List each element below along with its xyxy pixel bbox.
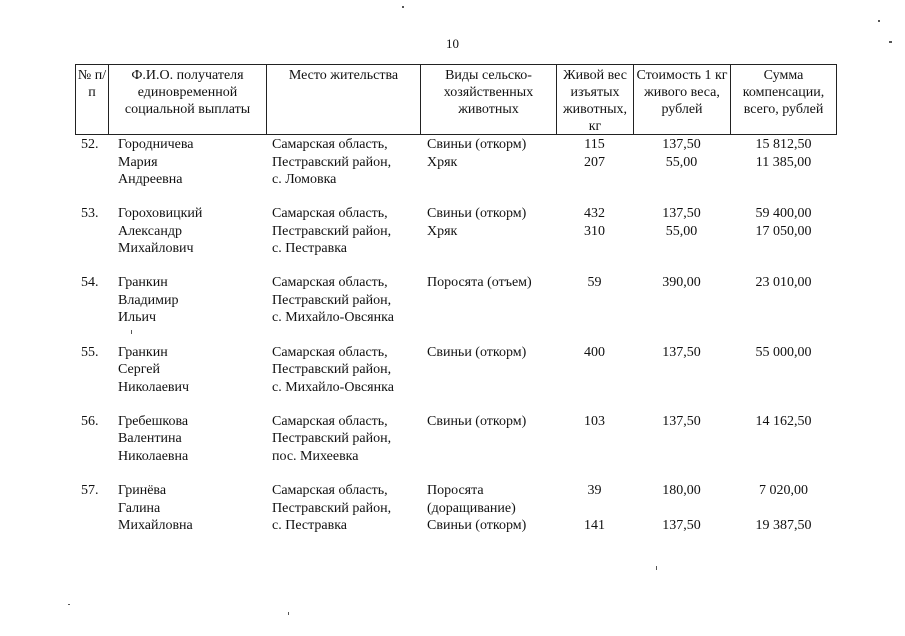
residence-address-line: Самарская область, [272,206,388,222]
live-weight-line [556,292,633,310]
residence-address [272,413,422,466]
scan-speck [288,612,289,615]
compensation-sum-line: 55 000,00 [755,344,812,360]
table-header [75,64,837,135]
compensation-sum-line [730,171,837,189]
residence-address [272,344,422,397]
price-per-kg-line: 55,00 [665,154,698,170]
price-per-kg-line: 137,50 [662,518,701,533]
compensation-sum [730,274,837,327]
recipient-name-line: Ильич [118,310,157,326]
recipient-name-line: Владимир [118,292,179,308]
row-number: 56. [81,413,99,429]
live-weight [556,274,633,327]
price-per-kg-line [633,361,730,379]
animal-kind-line [427,309,557,327]
table-row [75,274,837,328]
compensation-sum-line: 7 020,00 [759,483,808,498]
header-compensation-sum: Сумма компенсации, всего, рублей [730,65,837,134]
live-weight-line: 310 [584,223,605,239]
live-weight-line: 432 [584,206,605,222]
price-per-kg-line [633,309,730,327]
table-row [75,344,837,398]
compensation-sum-line: 11 385,00 [755,154,812,170]
price-per-kg-line [633,500,730,518]
recipient-name [118,136,268,189]
animal-kind [427,344,557,397]
price-per-kg-line: 55,00 [665,223,698,239]
compensation-sum-line [730,379,837,397]
row-number: 52. [81,137,99,152]
compensation-sum [730,344,837,397]
animal-kind-line [427,361,557,379]
live-weight-line [556,240,633,258]
compensation-sum-line: 14 162,50 [755,413,812,429]
compensation-sum-line [730,361,837,379]
residence-address-line: Пестравский район, [272,362,392,378]
live-weight-line [556,171,633,189]
compensation-sum-line [730,309,837,327]
price-per-kg [633,136,730,189]
price-per-kg-line: 137,50 [662,344,701,360]
residence-address [272,205,422,258]
recipient-name-line: Гринёва [118,483,167,498]
scan-speck [131,330,132,334]
animal-kind-line: Свиньи (откорм) [427,413,527,429]
animal-kind [427,205,557,258]
recipient-name [118,482,268,535]
live-weight [556,482,633,535]
live-weight-line [556,379,633,397]
animal-kind-line [427,240,557,258]
table-row [75,482,837,536]
residence-address-line: Пестравский район, [272,223,392,239]
price-per-kg-line [633,292,730,310]
row-number: 55. [81,344,99,360]
animal-kind-line: Хряк [427,154,458,170]
price-per-kg-line: 390,00 [662,275,701,291]
price-per-kg-line: 137,50 [662,137,701,152]
live-weight-line [556,361,633,379]
compensation-sum [730,413,837,466]
residence-address-line: с. Ломовка [272,172,337,187]
row-number: 57. [81,483,99,498]
recipient-name-line: Городничева [118,137,194,152]
compensation-sum [730,205,837,258]
recipient-name [118,205,268,258]
residence-address-line: Самарская область, [272,483,388,498]
recipient-name-line: Сергей [118,362,160,378]
live-weight-line: 39 [587,483,602,498]
header-residence: Место жительства [266,65,420,134]
animal-kind-line [427,379,557,397]
price-per-kg-line [633,448,730,466]
table-row [75,205,837,259]
animal-kind-line: (доращивание) [427,500,516,516]
residence-address-line: Пестравский район, [272,431,392,447]
animal-kind [427,274,557,327]
price-per-kg-line: 180,00 [662,483,701,498]
header-live-weight: Живой вес изъятых животных, кг [556,65,633,134]
recipient-name-line: Гранкин [118,344,168,360]
residence-address-line: с. Пестравка [272,241,348,257]
live-weight [556,344,633,397]
recipient-name [118,274,268,327]
live-weight-line: 141 [584,518,605,533]
residence-address-line: с. Михайло-Овсянка [272,310,394,326]
live-weight-line [556,430,633,448]
residence-address-line: Самарская область, [272,413,388,429]
animal-kind-line [427,292,557,310]
animal-kind-line: Хряк [427,223,458,239]
live-weight [556,413,633,466]
compensation-sum-line: 15 812,50 [755,137,812,152]
header-animal-kind: Виды сельско-хозяйственных животных [420,65,556,134]
price-per-kg [633,482,730,535]
live-weight [556,136,633,189]
recipient-name-line: Александр [118,223,182,239]
residence-address-line: Самарская область, [272,275,388,291]
recipient-name-line: Михайловна [118,518,193,533]
table-row [75,413,837,467]
header-num: № п/п [75,65,108,134]
price-per-kg-line: 137,50 [662,206,701,222]
compensation-sum [730,136,837,189]
animal-kind-line: Свиньи (откорм) [427,344,527,360]
compensation-sum-line: 17 050,00 [755,223,812,239]
compensation-sum-line [730,430,837,448]
residence-address-line: Пестравский район, [272,154,392,170]
animal-kind-line [427,430,557,448]
scan-speck [656,566,657,570]
recipient-name-line: Николаевна [118,448,189,464]
animal-kind-line [427,448,557,466]
header-price-per-kg: Стоимость 1 кг живого веса, рублей [633,65,730,134]
compensation-sum-line [730,500,837,518]
row-number: 53. [81,206,99,222]
residence-address-line: с. Пестравка [272,518,348,533]
scan-speck [402,6,404,8]
residence-address [272,274,422,327]
animal-kind-line: Свиньи (откорм) [427,518,527,533]
live-weight-line [556,500,633,518]
recipient-name-line: Михайлович [118,241,194,257]
recipient-name-line: Гранкин [118,275,168,291]
animal-kind-line: Свиньи (откорм) [427,206,527,222]
animal-kind [427,482,557,535]
live-weight-line [556,309,633,327]
residence-address-line: Пестравский район, [272,500,392,516]
compensation-sum-line: 19 387,50 [755,518,812,533]
price-per-kg [633,344,730,397]
residence-address [272,136,422,189]
price-per-kg [633,205,730,258]
price-per-kg-line [633,171,730,189]
page-number: 10 [446,36,459,51]
scan-speck [68,604,70,605]
live-weight-line [556,448,633,466]
compensation-sum-line [730,448,837,466]
recipient-name-line: Валентина [118,431,182,447]
recipient-name [118,413,268,466]
residence-address-line: Самарская область, [272,344,388,360]
animal-kind-line [427,171,557,189]
price-per-kg [633,274,730,327]
residence-address-line: Самарская область, [272,137,388,152]
live-weight-line: 400 [584,344,605,360]
compensation-sum-line: 59 400,00 [755,206,812,222]
header-fio: Ф.И.О. получателя единовременной социальной выплаты [108,65,266,134]
live-weight-line: 207 [584,154,605,170]
residence-address-line: пос. Михеевка [272,448,359,464]
recipient-name-line: Гребешкова [118,413,189,429]
compensation-sum [730,482,837,535]
recipient-name-line: Галина [118,500,161,516]
compensation-sum-line [730,292,837,310]
live-weight-line: 115 [584,137,605,152]
recipient-name-line: Гороховицкий [118,206,203,222]
price-per-kg [633,413,730,466]
live-weight-line: 103 [584,413,605,429]
animal-kind-line: Поросята (отъем) [427,275,532,291]
recipient-name-line: Мария [118,154,158,170]
animal-kind-line: Свиньи (откорм) [427,137,527,152]
recipient-name-line: Николаевич [118,379,190,395]
row-number: 54. [81,275,99,291]
live-weight-line: 59 [587,275,602,291]
residence-address-line: с. Михайло-Овсянка [272,379,394,395]
animal-kind-line: Поросята [427,483,484,498]
recipient-name [118,344,268,397]
scan-speck [878,20,880,22]
compensation-sum-line: 23 010,00 [755,275,812,291]
scan-speck [889,41,892,43]
animal-kind [427,136,557,189]
price-per-kg-line [633,379,730,397]
price-per-kg-line [633,430,730,448]
live-weight [556,205,633,258]
animal-kind [427,413,557,466]
recipient-name-line: Андреевна [118,172,183,187]
price-per-kg-line [633,240,730,258]
residence-address [272,482,422,535]
table-row [75,136,837,190]
compensation-sum-line [730,240,837,258]
residence-address-line: Пестравский район, [272,292,392,308]
price-per-kg-line: 137,50 [662,413,701,429]
